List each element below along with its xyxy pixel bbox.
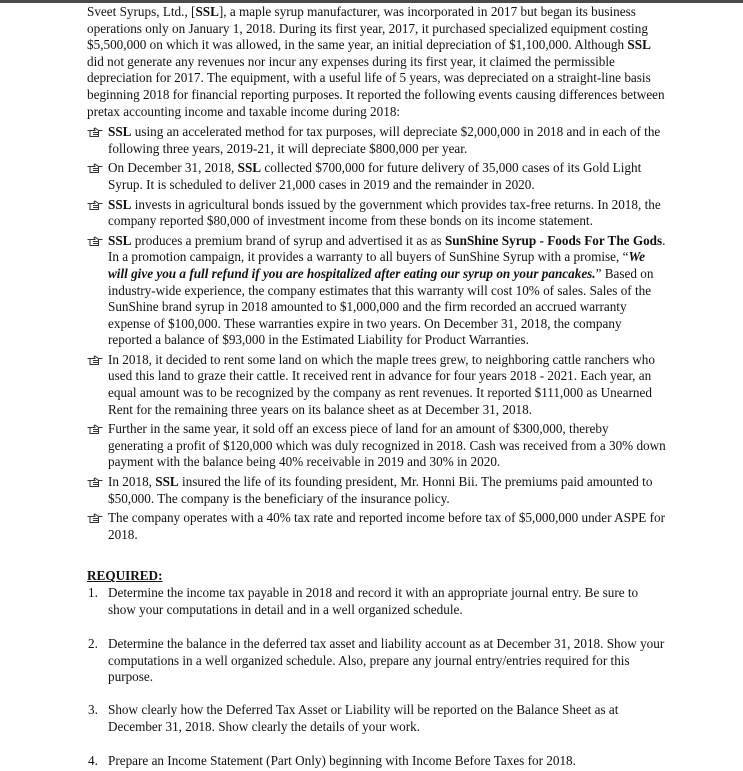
event-item [87,233,667,349]
event-item [87,352,667,418]
section-spacer [87,546,667,568]
pointing-hand-icon [87,512,103,524]
event-text: using an accelerated method for tax purposes, will depreciate $2,000,000 in 2018 and in each of the following three years, 2019-21, it will depreciate $800,000 per year. [108,124,661,156]
event-item [87,474,667,507]
company-abbrev: SSL [237,160,262,176]
required-item-number: 3. [88,701,98,717]
event-text: The company operates with a 40% tax rate and reported income before tax of $5,000,000 under ASPE for 2018. [108,510,665,542]
brand-name: SunShine Syrup - Foods For The Gods [444,232,663,248]
company-abbrev: SSL [108,124,132,140]
intro-paragraph [87,4,667,120]
required-item-text: Show clearly how the Deferred Tax Asset or Liability will be reported on the Balance Sheet as at December 31, 2018. Show clearly the details of your work. [108,701,619,734]
company-abbrev: SSL [627,37,651,53]
intro-text: ], a maple syrup manufacturer, was incorporated in 2017 but began its business operations only on January 1, 2018. During its first year, 2017, it purchased specialized equipment costing $5,500,000 on which it was allowed, in the same year, an initial depreciation of $1,100,000. Although [87,4,648,53]
event-text: insured the life of its founding president, Mr. Honni Bii. The premiums paid amounted to $50,000. The company is the beneficiary of the insurance policy. [108,474,653,506]
event-item [87,160,667,193]
event-text: ” Based on industry-wide experience, the company estimates that this warranty will cost 10% of sales. Sales of the SunShine brand syrup in 2018 amounted to $1,000,000 and the firm recorded an accrued warranty expense of $100,000. These warranties expire in two years. On December 31, 2018, the company reported a balance of $93,000 in the Estimated Liability for Product Warranties. [108,265,654,348]
pointing-hand-icon [87,476,103,488]
pointing-hand-icon [87,199,103,211]
required-item-number: 2. [88,636,98,652]
event-text: invests in agricultural bonds issued by the government which provides tax-free returns. In 2018, the company reported $80,000 of investment income from these bonds on its income statement. [108,196,661,229]
pointing-hand-icon [87,423,103,435]
required-item-text: Determine the balance in the deferred tax asset and liability account as at December 31, 2018. Show your computations in a well organized schedule. Also, prepare any journal entry/entries required for this purpose. [108,636,665,685]
event-text: In 2018, [108,474,156,490]
required-item [87,636,667,686]
required-item-text: Prepare an Income Statement (Part Only) beginning with Income Before Taxes for 2018. [108,753,576,769]
document-page [87,4,667,770]
company-abbrev: SSL [195,4,219,19]
company-abbrev: SSL [108,196,132,212]
event-text: produces a premium brand of syrup and advertised it as as [131,232,445,248]
event-item [87,510,667,543]
company-abbrev: SSL [155,474,179,490]
required-item-number: 1. [88,585,98,600]
event-text: . In a promotion campaign, it provides a warranty to all buyers of SunShine Syrup with a promise, “ [108,232,666,265]
top-border-rule [0,0,743,3]
company-abbrev: SSL [108,232,132,248]
required-item [87,585,667,618]
required-item [87,702,667,735]
pointing-hand-icon [87,162,103,174]
required-item [87,753,667,770]
pointing-hand-icon [87,354,103,366]
required-item-number: 4. [88,753,98,769]
event-item [87,197,667,230]
intro-text: did not generate any revenues nor incur any expenses during its first year, it claimed the permissible depreciation for 2017. The equipment, with a useful life of 5 years, was depreciated on a straight-line basis beginning 2018 for financial reporting purposes. It reported the following events causing differences between pretax accounting income and taxable income during 2018: [87,53,665,119]
event-text: Further in the same year, it sold off an excess piece of land for an amount of $300,000, thereby generating a profit of $120,000 which was duly recognized in 2018. Cash was received from a 30% down payment with the balance being 40% receivable in 2019 and 30% in 2020. [108,421,666,470]
warranty-quote: We will give you a full refund if you are hospitalized after eating our syrup on your pancakes. [108,249,646,281]
intro-text: Sveet Syrups, Ltd., [ [87,4,196,19]
event-item [87,421,667,471]
event-text: On December 31, 2018, [108,160,238,176]
event-item [87,124,667,157]
event-text: In 2018, it decided to rent some land on which the maple trees grew, to neighboring cattle ranchers who used this land to graze their cattle. It received rent in advance for four years 2018 - 2021. Each year, an equal amount was to be recognized by the company as rent revenues. It reported $111,000 as Unearned Rent for the remaining three years on its balance sheet as at December 31, 2018. [108,351,655,417]
required-heading: REQUIRED: [87,568,163,584]
pointing-hand-icon [87,126,103,138]
required-item-text: Determine the income tax payable in 2018 and record it with an appropriate journal entry. Be sure to show your computations in detail and in a well organized schedule. [108,585,639,617]
pointing-hand-icon [87,235,103,247]
event-text: collected $700,000 for future delivery of 35,000 cases of its Gold Light Syrup. It is scheduled to deliver 21,000 cases in 2019 and the remainder in 2020. [108,160,642,192]
